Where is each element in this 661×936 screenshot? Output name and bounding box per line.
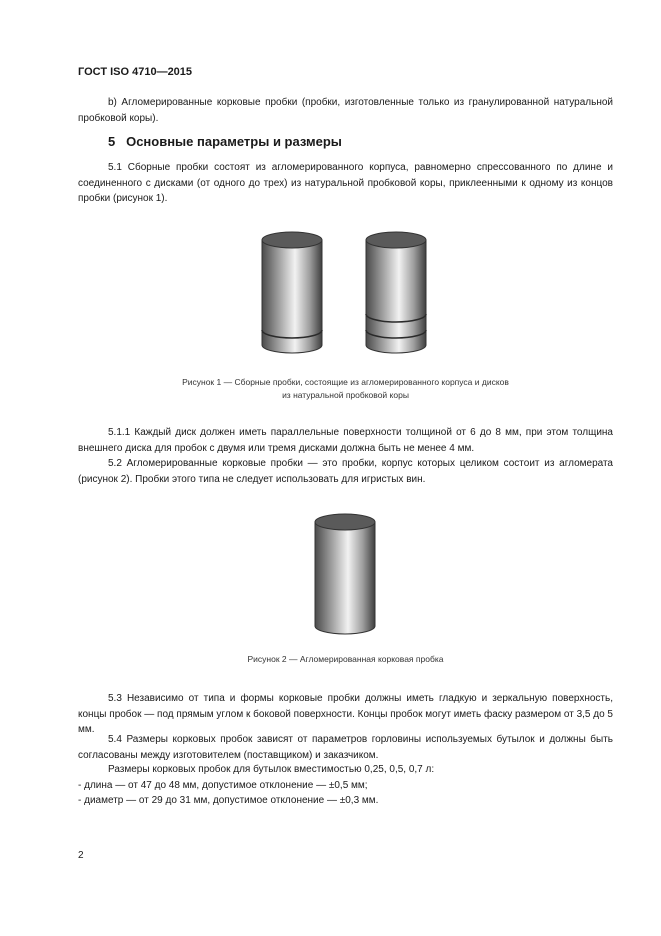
- cork-with-one-disc: [262, 232, 322, 353]
- sizes-list: [78, 762, 613, 809]
- sizes-diameter: - диаметр — от 29 до 31 мм, допустимое отклонение — ±0,3 мм.: [78, 795, 379, 806]
- paragraph-5-3: 5.3 Независимо от типа и формы корковые пробки должны иметь гладкую и зеркальную поверхность, концы пробок — под прямым углом к боковой поверхности. Концы пробок могут иметь фаску размером от 3,5 до 5 мм.: [78, 693, 613, 735]
- figure-1-caption: [78, 376, 613, 402]
- figure-1-caption-line-2: из натуральной пробковой коры: [282, 390, 409, 400]
- page-number: 2: [78, 850, 84, 861]
- paragraph-5-1-1: 5.1.1 Каждый диск должен иметь параллельные поверхности толщиной от 6 до 8 мм, при этом толщина внешнего диска для пробок с двумя или тремя дисками должна быть не менее 4 мм.: [78, 427, 613, 454]
- figure-1-caption-line-1: Рисунок 1 — Сборные пробки, состоящие из агломерированного корпуса и дисков: [182, 377, 509, 387]
- sizes-length: - длина — от 47 до 48 мм, допустимое отклонение — ±0,5 мм;: [78, 779, 368, 791]
- paragraph-5-1: 5.1 Сборные пробки состоят из агломерированного корпуса, равномерно спрессованного по длине и соединенного с дисками (от одного до трех) из натуральной пробковой коры, приклеенными к одному из концов пробки (рисунок 1).: [78, 162, 613, 204]
- section-heading: [108, 134, 342, 149]
- section-number: 5: [108, 134, 116, 149]
- figure-2-agglomerated-cork: [308, 504, 388, 649]
- section-title: Основные параметры и размеры: [126, 134, 342, 149]
- sizes-intro: Размеры корковых пробок для бутылок вместимостью 0,25, 0,5, 0,7 л:: [108, 764, 435, 775]
- paragraph-5-4: 5.4 Размеры корковых пробок зависят от параметров горловины используемых бутылок и должны быть согласованы между изготовителем (поставщиком) и заказчиком.: [78, 734, 613, 761]
- cork-with-two-discs: [366, 232, 426, 353]
- paragraph-item-b: b) Агломерированные корковые пробки (пробки, изготовленные только из гранулированной натуральной пробковой коры).: [78, 97, 613, 124]
- figure-1-assembled-corks: [255, 222, 435, 367]
- figure-2-caption: Рисунок 2 — Агломерированная корковая пробка: [247, 654, 444, 664]
- document-header: ГОСТ ISO 4710—2015: [78, 66, 193, 78]
- paragraph-5-2: 5.2 Агломерированные корковые пробки — это пробки, корпус которых целиком состоит из агломерата (рисунок 2). Пробки этого типа не следует использовать для игристых вин.: [78, 458, 613, 485]
